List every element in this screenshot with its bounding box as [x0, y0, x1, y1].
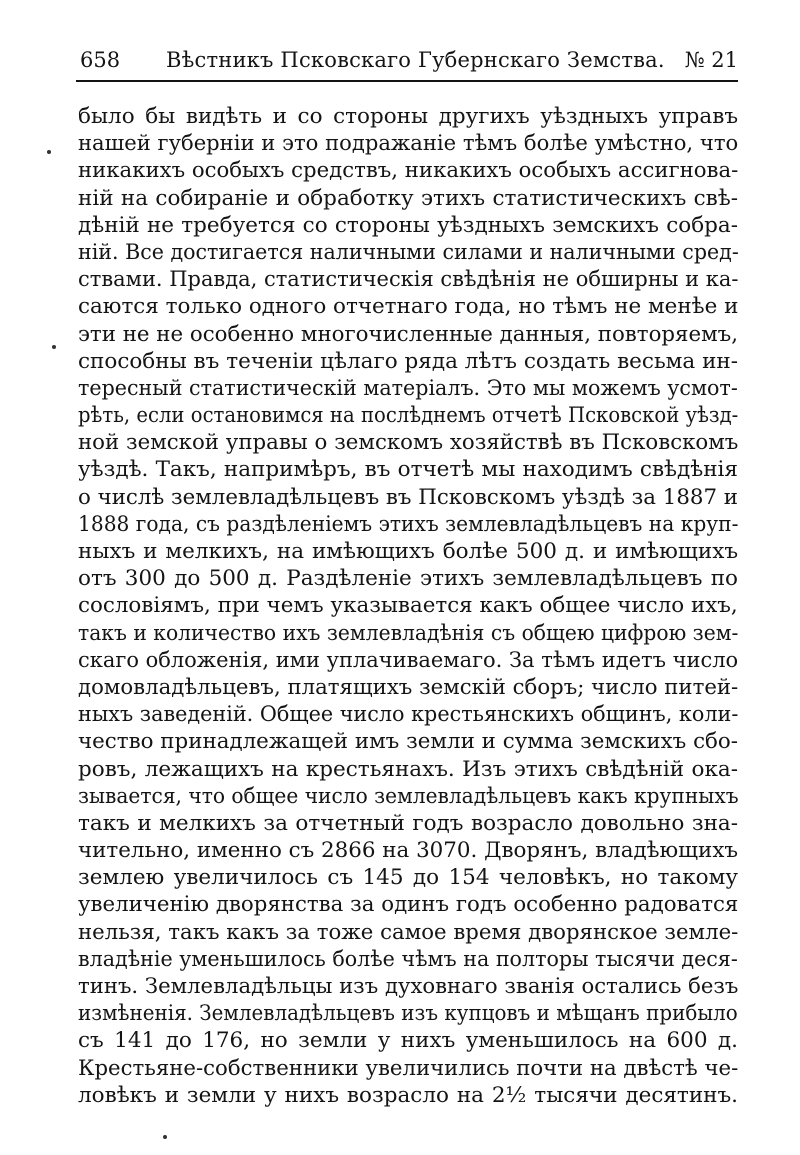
text-line: скаго обложенія, ими уплачиваемаго. За тѣмъ идетъ число [78, 647, 739, 673]
text-line: тинъ. Землевладѣльцы изъ духовнаго званія остались безъ [78, 974, 739, 999]
text-line: дѣній не требуется со стороны уѣздныхъ земскихъ собра- [78, 212, 738, 238]
body-text [78, 103, 738, 1109]
text-line: ствами. Правда, статистическія свѣдѣнія не обширны и ка- [78, 267, 739, 293]
ink-speck [47, 150, 51, 154]
text-line: увеличенію дворянства за одинъ годъ особенно радоватся [78, 892, 739, 918]
header-rule [76, 80, 738, 82]
text-line: ной земской управы о земскомъ хозяйствѣ въ Псковскомъ [78, 430, 739, 456]
text-line: уѣздѣ. Такъ, напримѣръ, въ отчетѣ мы находимъ свѣдѣнія [78, 457, 738, 483]
text-line: чительно, именно съ 2866 на 3070. Дворянъ, владѣющихъ [78, 838, 738, 864]
text-line: саются только одного отчетнаго года, но тѣмъ не менѣе и [78, 294, 739, 320]
text-line: зывается, что общее число землевладѣльцевъ какъ крупныхъ [78, 783, 739, 809]
journal-title: Вѣстникъ Псковскаго Губернскаго Земства. [166, 48, 665, 72]
page-number: 658 [80, 48, 121, 72]
text-line: тересный статистическій матеріалъ. Это мы можемъ усмот- [78, 375, 738, 401]
text-line: ній на собираніе и обработку этихъ статистическихъ свѣ- [78, 185, 738, 211]
text-line: ровъ, лежащихъ на крестьянахъ. Изъ этихъ свѣдѣній ока- [78, 756, 738, 782]
text-line: такъ и количество ихъ землевладѣнія съ общею цифрою зем- [78, 620, 739, 646]
ink-speck [52, 345, 56, 349]
text-line: ныхъ заведеній. Общее число крестьянскихъ общинъ, коли- [78, 702, 739, 728]
text-line: рѣть, если остановимся на послѣднемъ отчетѣ Псковской уѣзд- [78, 403, 739, 429]
running-header [76, 48, 738, 82]
text-line: способны въ теченіи цѣлаго ряда лѣтъ создать весьма ин- [78, 348, 738, 374]
text-line: ныхъ и мелкихъ, на имѣющихъ болѣе 500 д. и имѣющихъ [78, 539, 738, 564]
ink-speck [163, 1135, 167, 1139]
text-line: никакихъ особыхъ средствъ, никакихъ особыхъ ассигнова- [78, 158, 739, 184]
text-line: владѣніе уменьшилось болѣе чѣмъ на полторы тысячи деся- [78, 946, 738, 972]
text-line: отъ 300 до 500 д. Раздѣленіе этихъ землевладѣльцевъ по [78, 566, 738, 592]
text-line: о числѣ землевладѣльцевъ въ Псковскомъ уѣздѣ за 1887 и [78, 484, 739, 510]
text-line: сословіямъ, при чемъ указывается какъ общее число ихъ, [78, 593, 738, 619]
text-line: Крестьяне-собственники увеличились почти на двѣстѣ че- [78, 1055, 739, 1081]
text-line: ловѣкъ и земли у нихъ возрасло на 2½ тысячи десятинъ. [78, 1082, 738, 1108]
text-line: ній. Все достигается наличными силами и наличными сред- [78, 239, 739, 265]
text-line: чество принадлежащей имъ земли и сумма земскихъ сбо- [78, 729, 739, 755]
text-line: домовладѣльцевъ, платящихъ земскій сборъ; число питей- [78, 674, 739, 700]
text-line: эти не не особенно многочисленные данныя, повторяемъ, [78, 321, 739, 347]
text-line: землею увеличилось съ 145 до 154 человѣкъ, но такому [78, 865, 738, 891]
issue-number: № 21 [684, 48, 738, 72]
text-line: такъ и мелкихъ за отчетный годъ возрасло довольно зна- [78, 810, 738, 836]
text-line: съ 141 до 176, но земли у нихъ уменьшилось на 600 д. [78, 1028, 738, 1054]
text-line: нашей губерніи и это подражаніе тѣмъ болѣе умѣстно, что [78, 131, 739, 157]
text-line: 1888 года, съ раздѣленіемъ этихъ землевладѣльцевъ на круп- [78, 511, 739, 537]
text-line: измѣненія. Землевладѣльцевъ изъ купцовъ и мѣщанъ прибыло [78, 1001, 738, 1027]
text-line: было бы видѣть и со стороны другихъ уѣздныхъ управъ [78, 104, 738, 129]
text-line: нельзя, такъ какъ за тоже самое время дворянское земле- [78, 919, 739, 945]
